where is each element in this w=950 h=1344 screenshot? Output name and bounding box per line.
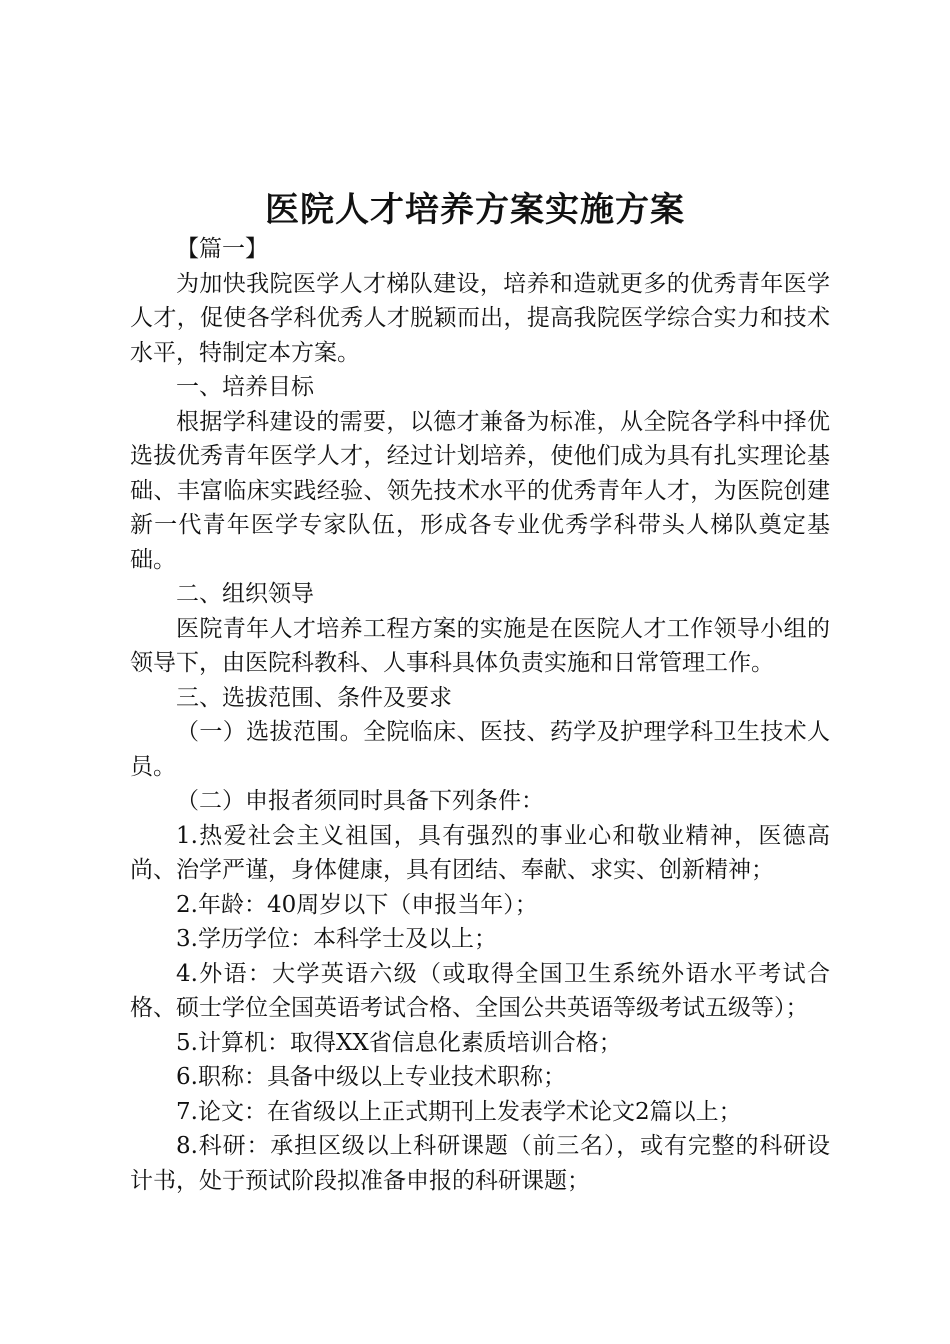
intro-paragraph: 为加快我院医学人才梯队建设，培养和造就更多的优秀青年医学人才，促使各学科优秀人才脱颖而出，提高我院医学综合实力和技术水平，特制定本方案。 [130,270,830,366]
condition-item: 7.论文：在省级以上正式期刊上发表学术论文2篇以上； [176,1098,742,1125]
condition-item: 5.计算机：取得XX省信息化素质培训合格； [176,1029,622,1056]
condition-item: 4.外语：大学英语六级（或取得全国卫生系统外语水平考试合格、硕士学位全国英语考试合格、全国公共英语等级考试五级等）； [130,960,830,1021]
conditions-heading: （二）申报者须同时具备下列条件： [176,788,544,814]
section-heading-goals: 一、培养目标 [176,374,314,400]
goals-paragraph: 根据学科建设的需要，以德才兼备为标准，从全院各学科中择优选拔优秀青年医学人才，经过计划培养，使他们成为具有扎实理论基础、丰富临床实践经验、领先技术水平的优秀青年人才，为医院创建新一代青年医学专家队伍，形成各专业优秀学科带头人梯队奠定基础。 [130,408,830,573]
condition-item: 8.科研：承担区级以上科研课题（前三名），或有完整的科研设计书，处于预试阶段拟准备申报的科研课题； [130,1133,830,1194]
selection-scope-paragraph: （一）选拔范围。全院临床、医技、药学及护理学科卫生技术人员。 [130,719,830,780]
condition-item: 3.学历学位：本科学士及以上； [176,926,497,952]
leadership-paragraph: 医院青年人才培养工程方案的实施是在医院人才工作领导小组的领导下，由医院科教科、人事科具体负责实施和日常管理工作。 [130,615,830,676]
condition-item: 2.年龄：40周岁以下（申报当年）； [176,891,538,918]
condition-item: 1.热爱社会主义祖国，具有强烈的事业心和敬业精神，医德高尚、治学严谨，身体健康，具有团结、奉献、求实、创新精神； [130,822,830,883]
condition-item: 6.职称：具备中级以上专业技术职称； [176,1064,566,1090]
document-title: 医院人才培养方案实施方案 [265,190,685,230]
section-heading-leadership: 二、组织领导 [176,581,314,607]
document-body [130,232,830,1198]
section-heading-selection: 三、选拔范围、条件及要求 [176,684,452,711]
part-heading: 【篇一】 [176,236,268,262]
